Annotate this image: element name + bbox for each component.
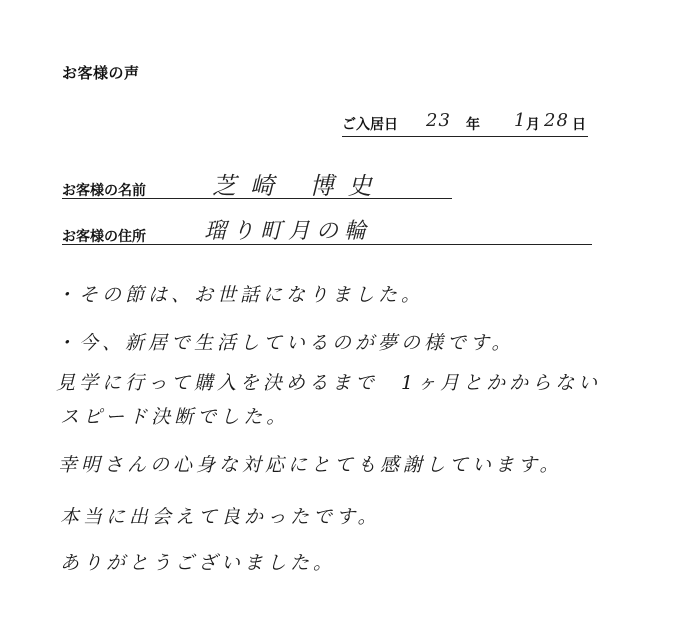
move-in-month-label: 月 <box>526 117 540 133</box>
message-line: ・その節は、お世話になりました。 <box>56 284 425 306</box>
customer-name-value: 芝崎 博史 <box>212 172 386 200</box>
move-in-month-value: 1 <box>514 110 527 131</box>
move-in-date-row <box>342 110 588 137</box>
customer-name-field <box>62 172 452 199</box>
message-line: スピード決断でした。 <box>60 406 290 428</box>
message-line: 本当に出会えて良かったです。 <box>60 506 381 528</box>
message-line: ありがとうございました。 <box>60 552 337 574</box>
move-in-date-label: ご入居日 <box>342 117 398 133</box>
customer-address-label: お客様の住所 <box>62 229 146 245</box>
customer-name-label: お客様の名前 <box>62 183 146 199</box>
message-line: 見学に行って購入を決めるまで 1ヶ月とかからない <box>56 372 602 394</box>
move-in-year-label: 年 <box>466 117 480 133</box>
customer-address-value: 瑠り町月の輪 <box>204 219 373 244</box>
move-in-year-value: 23 <box>426 110 451 131</box>
message-line: ・今、新居で生活しているのが夢の様です。 <box>56 332 515 354</box>
form-heading: お客様の声 <box>62 64 140 82</box>
move-in-day-label: 日 <box>572 117 586 133</box>
move-in-day-value: 28 <box>544 110 569 131</box>
message-line: 幸明さんの心身な対応にとても感謝しています。 <box>58 454 563 476</box>
customer-address-field <box>62 218 592 245</box>
